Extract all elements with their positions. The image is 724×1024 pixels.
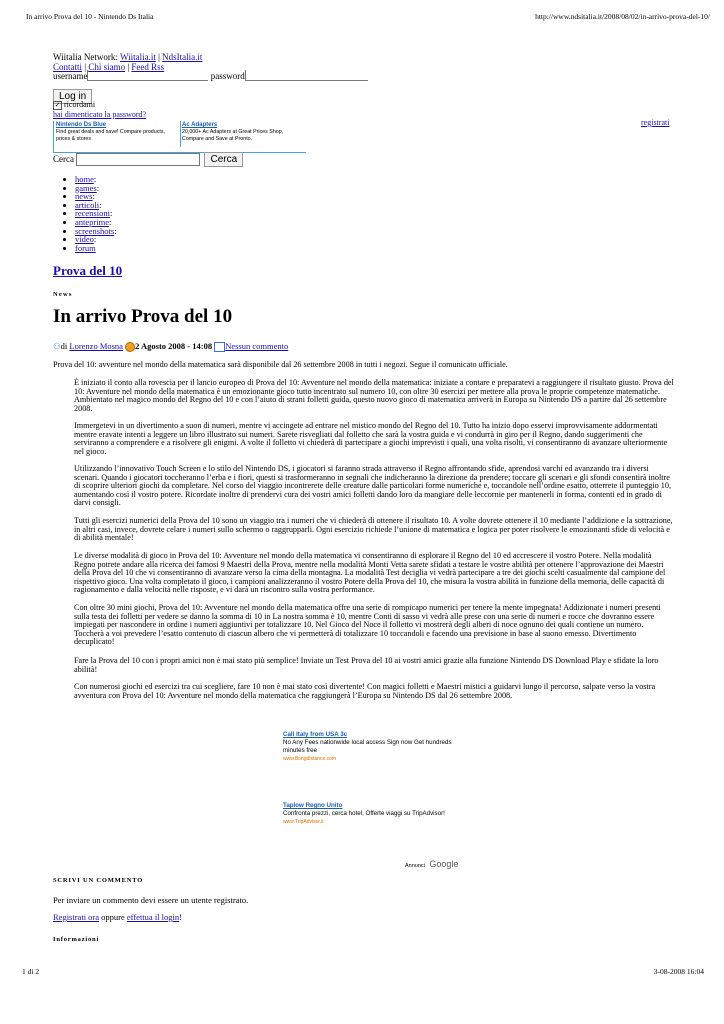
ad-title[interactable]: Call Italy from USA 3c <box>283 731 348 738</box>
nav-item: • games: <box>75 184 117 193</box>
author-link[interactable]: Lorenzo Mosna <box>69 341 123 351</box>
remember-checkbox[interactable]: ✓ <box>54 101 61 109</box>
search-button[interactable]: Cerca <box>204 152 243 167</box>
comment-heading: SCRIVI UN COMMENTO <box>53 877 144 884</box>
ad-title[interactable]: Taplow Regno Unito <box>283 802 343 809</box>
bottom-ad <box>283 802 453 826</box>
nav-item: • articoli: <box>75 201 117 210</box>
ads-by-google[interactable] <box>405 854 458 872</box>
ad-text: Find great deals and save! Compare products, prices & stores <box>56 129 165 142</box>
article-paragraph: Con numerosi giochi ed esercizi tra cui scegliere, fare 10 non è mai stato così divertente! Con magici folletti e Maestri mistici a guidarvi lungo il percorso, salpate verso la vostra avventura con Prova del 10: Avventure nel mondo della matematica che raggiungerà l’Europa su Nintendo DS dal 26 settembre 2008. <box>74 682 656 700</box>
clock-icon <box>125 342 135 352</box>
article-paragraph: Fare la Prova del 10 con i propri amici non è mai stato più semplice! Inviate un Test Prova del 10 ai vostri amici grazie alla funzione Nintendo DS Download Play e sfidate la loro abilità! <box>74 656 659 674</box>
search-form <box>53 152 243 167</box>
nav-item <box>75 244 117 253</box>
link-contatti[interactable]: Contatti <box>53 62 82 72</box>
ad-title[interactable]: Ac Adapters <box>182 122 218 128</box>
ad-url[interactable]: www.TripAdvisor.it <box>283 819 324 825</box>
print-footer-page: 1 di 2 <box>22 967 40 976</box>
top-ads <box>53 121 306 153</box>
section-title-link[interactable]: Prova del 10 <box>53 263 123 278</box>
nav-item: • screenshots: <box>75 227 117 236</box>
info-heading: Informazioni <box>53 936 100 943</box>
article-meta <box>53 341 288 352</box>
article-paragraph: Tutti gli esercizi numerici della Prova del 10 sono un viaggio tra i numeri che vi chiederà di ottenere il risultato 10. A volte dovrete ottenere il 10 mediante l’addizione e la sottrazione, in altri casi, invece, dovrete celare i numeri sullo schermo o raggrupparli. Ogni esercizio richiede l’unione di matematica e logica per poter risolvere le emozionanti sfide di velocità e di abilità mentale! <box>74 516 673 543</box>
article-paragraph: Con oltre 30 mini giochi, Prova del 10: Avventure nel mondo della matematica offre una serie di rompicapo numerici per tenere la mente impegnata! Addizionate i numeri presenti sulla testa dei folletti per vedere se danno la somma di 10 in La nostra somma è 10, mentre Conti di sasso vi vedrà alle prese con una serie di numeri e rocce che dovranno essere impiegati per nascondere in ordine i numeri aggiuntivi per totalizzare 10. Nel Gioco del Noce il folletto vi mostrerà degli alberi di noce ognuno dei quali contiene un numero. Toccherà a voi prevedere l’esatto contenuto di ciascun albero che vi permetterà di totalizzare 10 toccandoli e facendo una previsione in base al suono emesso. Divertimento decuplicato! <box>74 603 661 647</box>
link-feed-rss[interactable]: Feed Rss <box>131 62 165 72</box>
network-bar: Wiitalia Network: Wiitalia.it | NdsItalia.it Contatti | Chi siamo | Feed Rss <box>53 52 203 72</box>
login-form <box>53 70 368 81</box>
password-label: password <box>210 71 245 81</box>
ad-text: Confronta prezzi, cerca hotel, Offerte viaggi su TripAdvisor! <box>283 810 445 817</box>
nav-link-anteprime[interactable]: anteprime <box>75 216 109 227</box>
nav-item: • recensioni: <box>75 209 117 218</box>
suffix-text: ! <box>179 912 182 922</box>
article-paragraph: Immergetevi in un divertimento a suon di numeri, mentre vi accingete ad entrare nel mistico mondo del Regno del 10. Tutto ha inizio dopo esservi improvvisamente addormentati mentre eravate intenti a leggere un libro illustrato sui numeri. Sarete risvegliati dal folletto che sarà la vostra guida e vi condurrà in giro per il Regno, dando suggerimenti che serviranno a comprendere e a risolvere gli enigmi. A volte il folletto vi chiederà di partecipare a giochi imprevisti i quali, una volta risolti, vi consentiranno di avanzare ulteriormente nel gioco. <box>74 421 668 456</box>
article-paragraph: Le diverse modalità di gioco in Prova del 10: Avventure nel mondo della matematica vi consentiranno di esplorare il Regno del 10 ed accrescere il vostro Potere. Nella modalità Regno potrete andare alla ricerca dei famosi 9 Maestri della Prova, mentre nella modalità Monti Vetta sarete sfidati a testare le vostre abilità per ottenere l’approvazione dei Maestri della Prova del 10 che vi consentiranno di avanzare verso la cima della montagna. La modalità Test deciglia vi vedrà partecipare a tre dei giochi scelti casualmente dal campione del rispettivo gioco. Una volta completato il gioco, i campioni analizzeranno il vostro Potere della Prova del 10, che misura la vostra abilità in funzione della memoria, delle capacità di ragionamento e dalla velocità nelle risposte, e vi darà un riscontro sulla vostra performance. <box>74 551 666 595</box>
nav-link-games[interactable]: games <box>75 182 97 193</box>
network-label: Wiitalia Network: <box>53 52 118 62</box>
article-date: 2 Agosto 2008 - 14:08 <box>135 341 213 351</box>
password-input[interactable] <box>245 70 368 81</box>
register-link[interactable]: registrati <box>641 118 670 127</box>
search-input[interactable] <box>76 153 200 166</box>
login-link[interactable]: effettua il login <box>126 912 180 922</box>
nav-item: • video: <box>75 235 117 244</box>
article-paragraph: È iniziato il conto alla rovescia per il lancio europeo di Prova del 10: Avventure nel mondo della matematica: iniziate a contare e preparatevi a raggiungere il risultato giusto. Prova del 10: Avventure nel mondo della matematica è un emozionante gioco tutto incentrato sul numero 10, con oltre 30 esercizi per mettere alla prova le proprie competenze matematiche. Ambientato nel magico mondo del Regno del 10 e con l’aiuto di strani folletti guida, questo nuovo gioco di matematica arriverà in Europa su Nintendo DS a partire dal 26 settembre 2008. <box>74 378 674 413</box>
meta-by: di <box>60 341 68 351</box>
comments-link[interactable]: Nessun commento <box>225 341 289 351</box>
ads-by-label: Annunci <box>405 863 425 869</box>
nav-link-home[interactable]: home <box>75 174 94 184</box>
nav-item: • news: <box>75 192 117 201</box>
print-footer-date: 3-08-2008 16:04 <box>653 967 704 976</box>
bottom-ad <box>283 731 453 763</box>
ad-text: 20,000+ Ac Adapters at Great Prices Shop, Compare and Save at Pronto. <box>182 129 284 142</box>
register-now-link[interactable]: Registrati ora <box>53 912 100 922</box>
ad-title[interactable]: Nintendo Ds Blue <box>56 122 107 128</box>
article-title: In arrivo Prova del 10 <box>53 306 233 327</box>
main-nav <box>53 175 117 252</box>
nav-link-articoli[interactable]: articoli <box>75 199 100 210</box>
comment-icon <box>214 342 225 352</box>
ad-url[interactable]: www.Bongdistance.com <box>283 756 337 762</box>
nav-item: • anteprime: <box>75 218 117 227</box>
google-logo: Google <box>429 859 459 869</box>
login-button[interactable]: Log in <box>53 89 92 104</box>
nav-link-forum[interactable]: forum <box>75 242 96 253</box>
nav-link-screenshots[interactable]: screenshots <box>75 225 115 236</box>
ad-text: No Any Fees nationwide local access Sign now Get hundreds minutes free <box>283 739 452 754</box>
article-intro: Prova del 10: avventure nel mondo della matematica sarà disponibile dal 26 settembre 2008 in tutti i negozi. Segue il comunicato ufficiale. <box>53 360 508 369</box>
network-link-ndsitalia[interactable]: NdsItalia.it <box>162 52 203 62</box>
user-icon: ⚇ <box>53 341 61 351</box>
username-label: username <box>53 71 88 81</box>
category-label: News <box>53 291 73 298</box>
print-header-title: In arrivo Prova del 10 - Nintendo Ds Italia <box>26 12 154 21</box>
search-label: Cerca <box>53 154 74 164</box>
nav-link-recensioni[interactable]: recensioni <box>75 208 110 219</box>
remember-label: ricordami <box>64 100 96 109</box>
comment-actions <box>53 912 182 922</box>
username-input[interactable] <box>87 70 208 81</box>
nav-item: • home: <box>75 175 117 184</box>
comment-notice: Per inviare un commento devi essere un utente registrato. <box>53 895 249 905</box>
print-header-url: http://www.ndsitalia.it/2008/08/02/in-arrivo-prova-del-10/ <box>535 12 710 21</box>
nav-link-video[interactable]: video <box>75 234 94 245</box>
or-text: oppure <box>101 912 125 922</box>
article-paragraph: Utilizzando l’innovativo Touch Screen e lo stilo del Nintendo DS, i giocatori si faranno strada attraverso il Regno affrontando sfide, aprendosi varchi ed avanzando tra i diversi scenari. Quando i giocatori toccheranno l’erba e i fiori, questi si trasformeranno in segnali che indicheranno la direzione da prendere; toccare gli scenari e gli sfondi consentirà inoltre di scoprire ulteriori giochi da completare. Nel corso del viaggio incontrerete delle creature dalle particolari forme numeriche e, toccandole nell’ordine esatto, otterrete il punteggio 10, aumentando così il vostro potere. Ricordate inoltre di prendervi cura dei vostri amici folletti dando loro da mangiare delle leccornie per mantenerli in forma, contenti ed in grado di darvi consigli. <box>74 464 671 508</box>
forgot-password-link[interactable]: hai dimenticato la password? <box>53 110 147 119</box>
network-link-wiitalia[interactable]: Wiitalia.it <box>119 52 156 62</box>
nav-link-news[interactable]: news <box>75 191 93 202</box>
link-chi-siamo[interactable]: Chi siamo <box>88 62 126 72</box>
